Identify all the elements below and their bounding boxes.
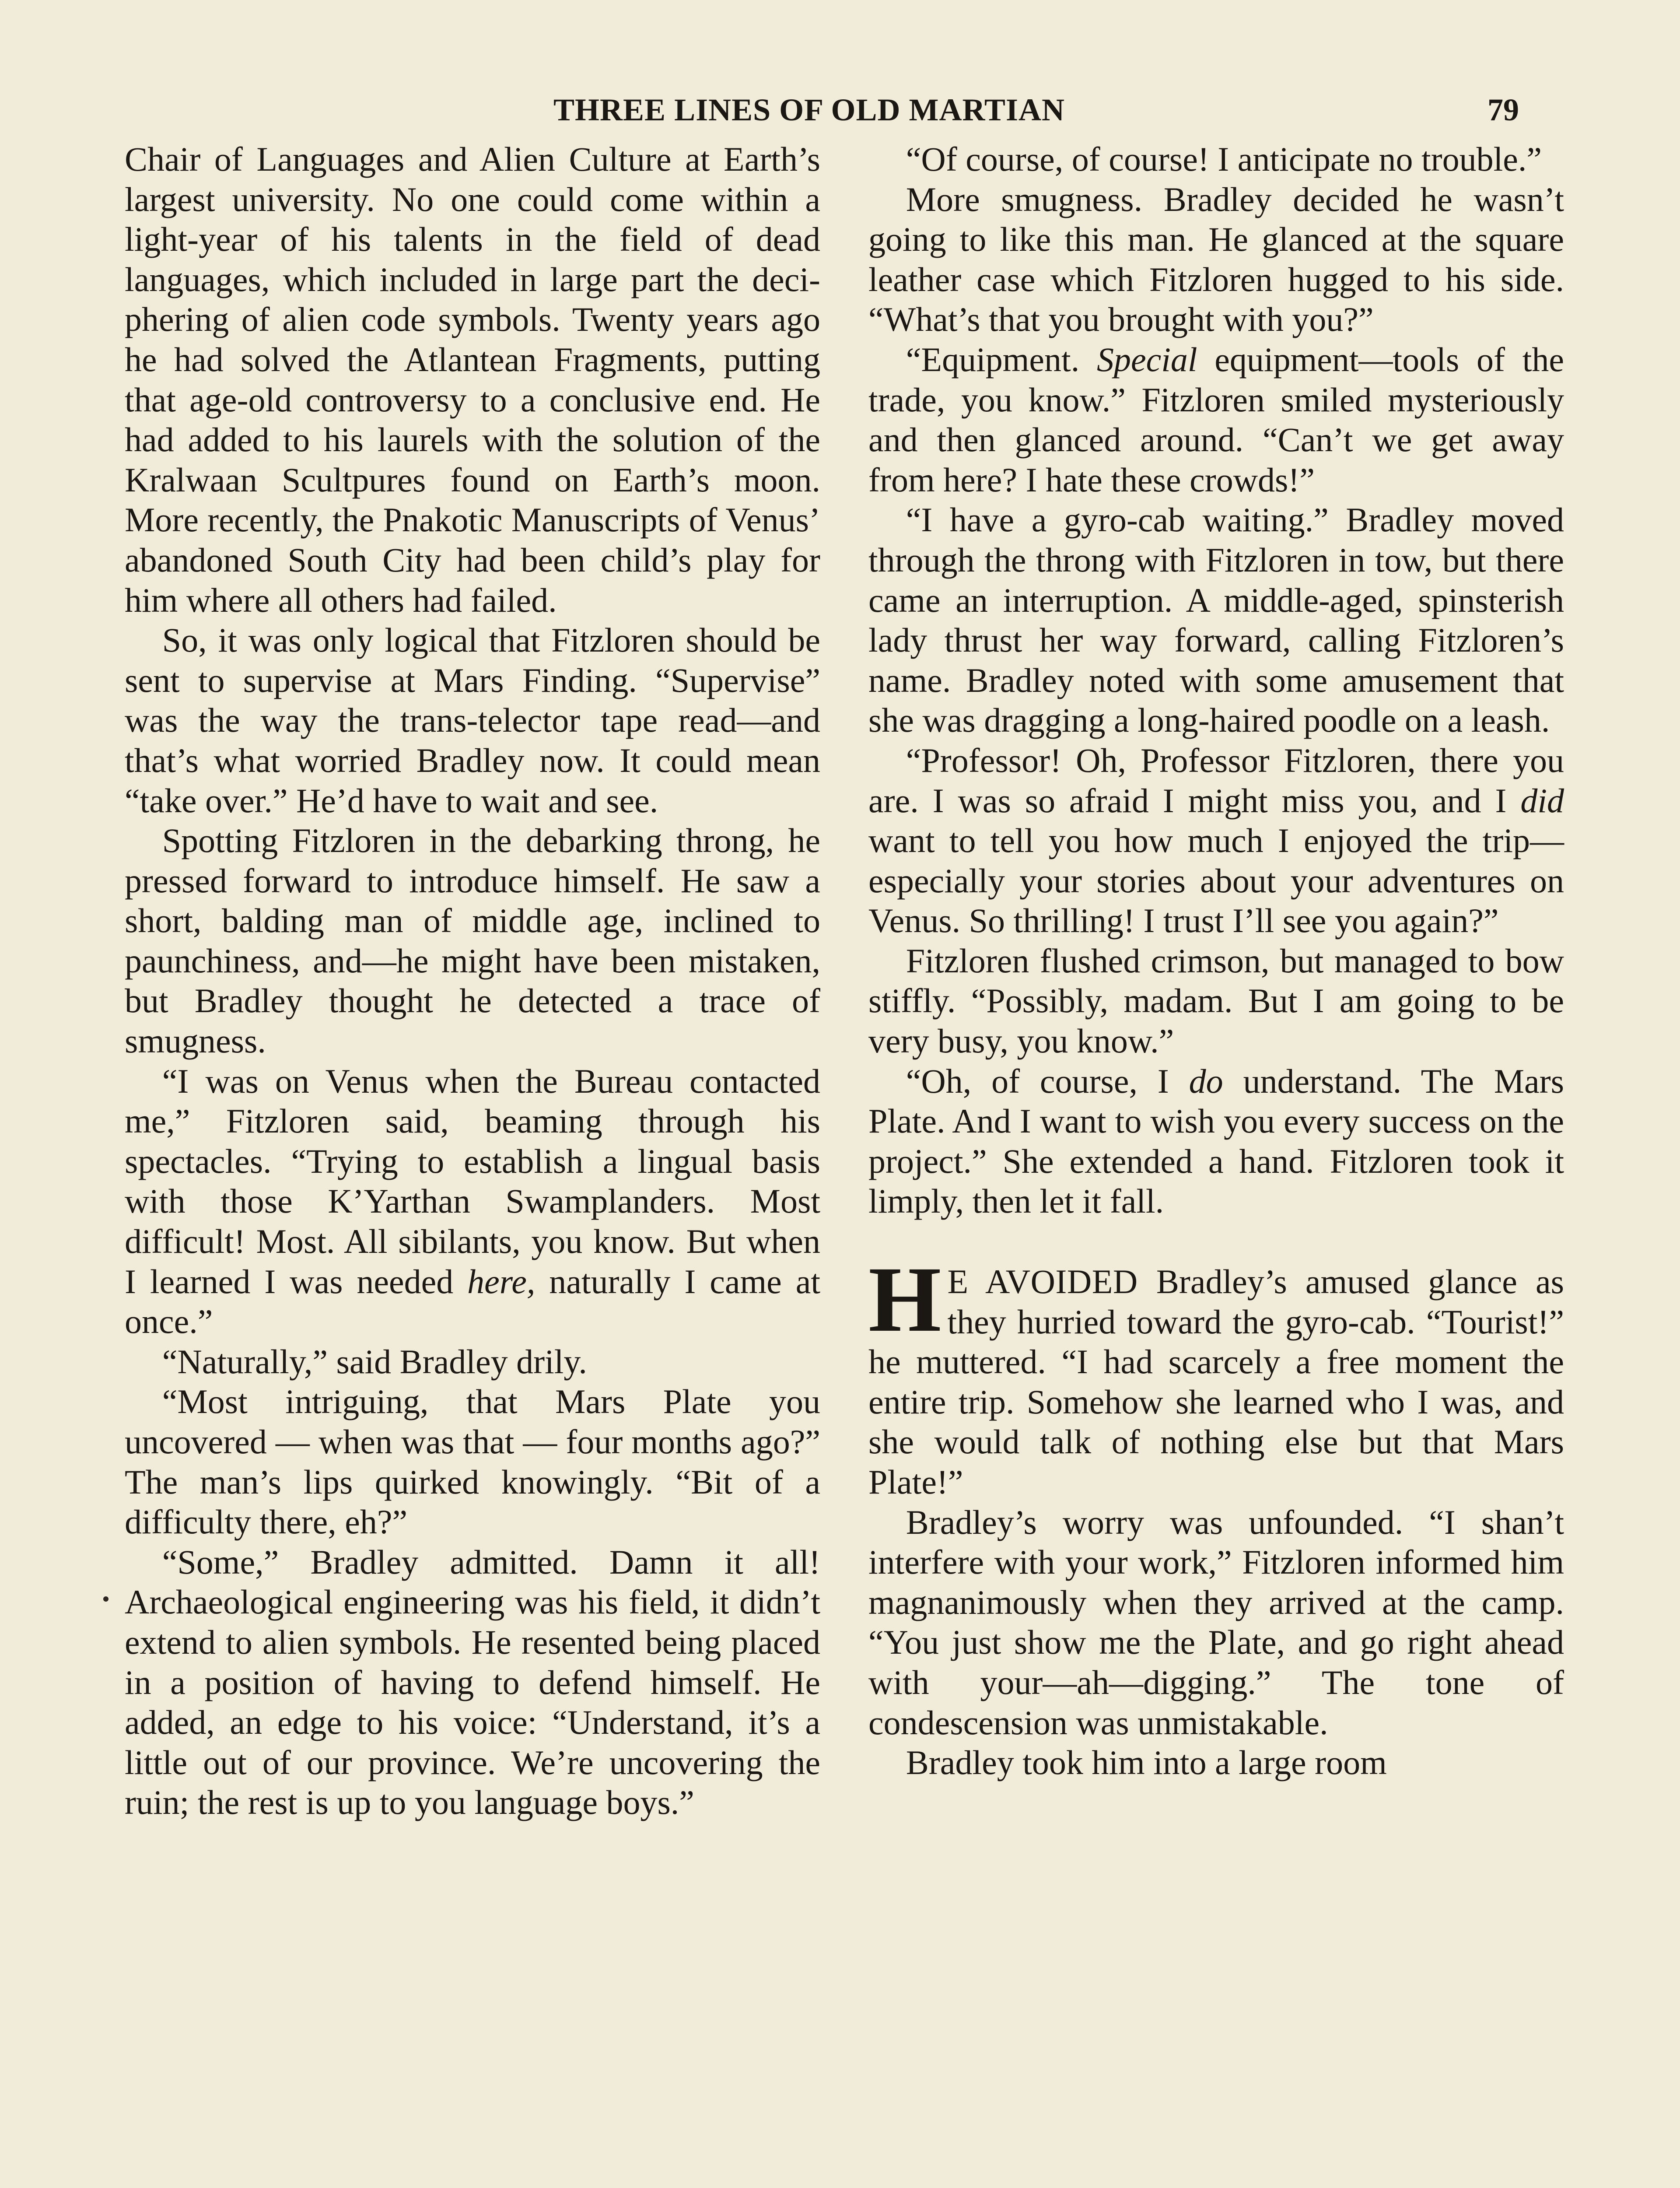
paragraph: “Some,” Bradley admitted. Damn it all! Archaeological engineering was his field, it didn’t extend to alien symbols. He resented being placed in a position of having to defend himself. He added, an edge to his voice: “Understand, it’s a little out of our province. We’re uncovering the ruin; the rest is up to you language boys.” [125,1543,820,1822]
right-column [868,139,1564,1783]
text-run: want to tell you how much I enjoyed the trip—especially your stories about your adventures on Venus. So thrilling! I trust I’ll see you again?” [868,821,1564,940]
drop-cap: H [868,1248,942,1352]
text-run: “Equipment. [906,340,1097,379]
emphasis: Special [1096,340,1197,379]
paragraph-dropcap [868,1248,1564,1502]
text-run: “I was on Venus when the Bureau contacted me,” Fitzloren said, beaming through his spectacles. “Trying to establish a lingual basis with those K’Yarthan Swamplanders. Most difficult! Most. All sibilants, you know. But when I learned I was needed [125,1062,820,1301]
running-header [0,92,1680,131]
text-run: Bradley’s amused glance as they hurried toward the gyro-cab. “Tourist!” he muttered. “I had scarcely a free moment the entire trip. Somehow she learned who I was, and she would talk of nothing else but that Mars Plate!” [868,1262,1564,1501]
paragraph: So, it was only logical that Fitzloren should be sent to supervise at Mars Finding. “Supervise” was the way the trans-telector tape read—and that’s what worried Bradley now. It could mean “take over.” He’d have to wait and see. [125,621,820,820]
paragraph: Bradley took him into a large room [906,1743,1387,1782]
paragraph [868,740,1564,941]
emphasis: do [1189,1062,1223,1100]
emphasis: here, [467,1262,536,1301]
paragraph: “Of course, of course! I anticipate no trouble.” [906,140,1542,178]
paragraph [868,340,1564,500]
left-column [125,139,820,1823]
paragraph: More smugness. Bradley decided he wasn’t going to like this man. He glanced at the square leather case which Fitzloren hugged to his side. “What’s that you brought with you?” [868,180,1564,339]
paragraph: “Naturally,” said Bradley drily. [162,1342,587,1381]
text-run: naturally I came at once.” [125,1262,821,1341]
paragraph [125,1061,820,1342]
lead-in-caps: E AVOIDED [947,1262,1138,1301]
emphasis: did [1520,781,1564,820]
paragraph: “Most intriguing, that Mars Plate you uncovered — when was that — four months ago?” The man’s lips quirked knowingly. “Bit of a difficulty there, eh?” [125,1382,820,1541]
margin-dot [103,1596,108,1602]
text-run: understand. The Mars Plate. And I want to wish you every success on the project.” She extended a hand. Fitzloren took it limply, then let it fall. [868,1062,1564,1220]
paragraph: Spotting Fitzloren in the debarking throng, he pressed forward to introduce himself. He saw a short, balding man of middle age, inclined to paunchiness, and—he might have been mistaken, but Bradley thought he detected a trace of smugness. [125,821,820,1060]
paragraph: Bradley’s worry was unfounded. “I shan’t interfere with your work,” Fitzloren informed him magnanimously when they arrived at the camp. “You just show me the Plate, and go right ahead with your—ah—digging.” The tone of condescension was unmistakable. [868,1503,1564,1742]
text-run: “Professor! Oh, Professor Fitzloren, there you are. I was so afraid I might miss you, and I [868,741,1564,820]
page-number: 79 [1488,92,1519,127]
paragraph: Fitzloren flushed crimson, but managed to bow stiffly. “Possibly, madam. But I am going to be very busy, you know.” [868,941,1564,1060]
paragraph [868,1061,1564,1221]
text-run: equipment—tools of the trade, you know.” Fitzloren smiled mysteriously and then glanced around. “Can’t we get away from here? I hate these crowds!” [868,340,1564,499]
paragraph: “I have a gyro-cab waiting.” Bradley moved through the throng with Fitzloren in tow, but there came an interruption. A middle-aged, spinsterish lady thrust her way forward, calling Fitzloren’s name. Bradley noted with some amusement that she was dragging a long-haired poodle on a leash. [868,501,1564,740]
section-break [868,1221,1564,1262]
story-title: THREE LINES OF OLD MARTIAN [553,92,1065,127]
paragraph: Chair of Languages and Alien Culture at Earth’s largest university. No one could come within a light-year of his talents in the field of dead languages, which included in large part the deciphering of alien code symbols. Twenty years ago he had solved the Atlantean Fragments, putting that age-old controversy to a conclusive end. He had added to his laurels with the solution of the Kralwaan Scultpures found on Earth’s moon. More recently, the Pnakotic Manuscripts of Venus’ abandoned South City had been child’s play for him where all others had failed. [125,140,820,619]
text-run: “Oh, of course, I [906,1062,1189,1100]
